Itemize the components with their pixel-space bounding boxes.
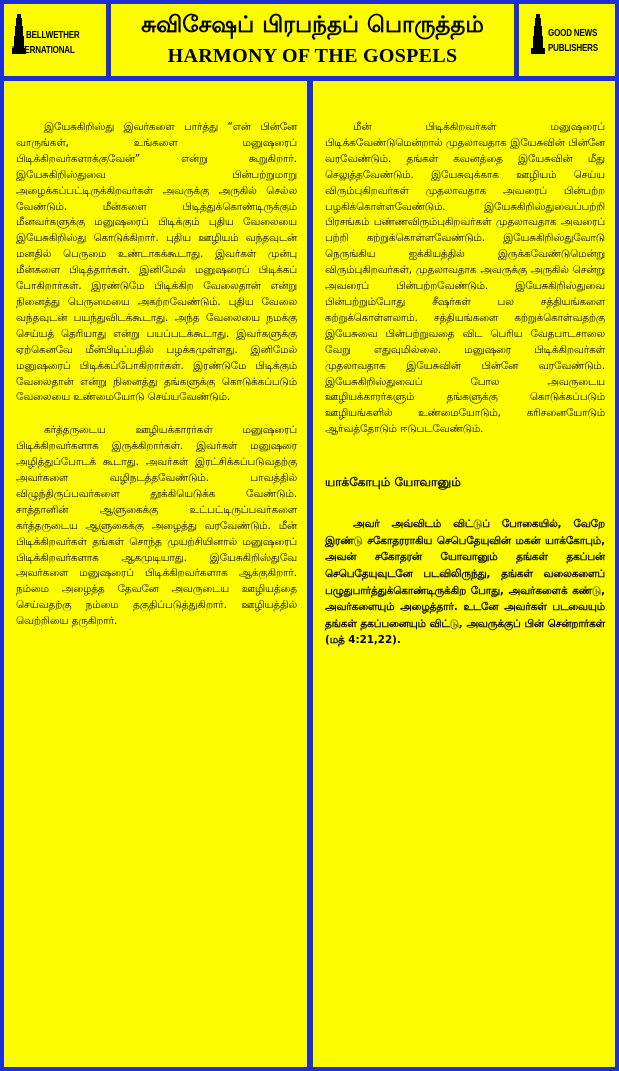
header-title: [111, 4, 514, 76]
logo-line-2: PUBLISHERS: [548, 43, 598, 54]
title-tamil: சுவிசேஷப் பிரபந்தப் பொருத்தம்: [141, 12, 484, 38]
left-column: [4, 81, 307, 1067]
good-news-logo: [519, 4, 615, 76]
body-paragraph: கர்த்தருடைய ஊழியக்காரர்கள் மனுஷரைப் பிடிக்கிறவர்களாக இருக்கிறார்கள். இவர்கள் மனுஷரை அழித்துப்போடக் கூடாது. அவர்கள் இரட்சிக்கப்படுவதற்கு அவர்களை வழிநடத்தவேண்டும். பாவத்தில் விழுந்திருப்பவர்களை தூக்கியெடுக்க வேண்டும். சாத்தானின் ஆளுகைக்கு உட்பட்டிருப்பவர்களை கர்த்தருடைய ஆளுகைக்கு அழைத்து வரவேண்டும். மீன் பிடிக்கிறவர்கள் தங்கள் சொந்த முயற்சியினால் மனுஷரைப் பிடிக்கிறவர்களாக ஆகமுடியாது. இயேசுகிறிஸ்துவே அவர்களை மனுஷரைப் பிடிக்கிறவர்களாக ஆக்குகிறார். நம்மை அழைத்த தேவனே அவருடைய ஊழியத்தை செய்வதற்கு நம்மை தகுதிப்படுத்துகிறார். ஊழியத்தில் வெற்றியை தருகிறார்.: [16, 424, 297, 628]
body-paragraph: இயேசுகிறிஸ்து இவர்களை பார்த்து “என் பின்னே வாருங்கள், உங்களை மனுஷரைப் பிடிக்கிறவர்களாக்குவேன்” என்று கூறுகிறார். இயேசுகிறிஸ்துவை பின்பற்றுமாறு அழைக்கப்பட்டிருக்கிறவர்கள் அவருக்கு அருகில் செல்ல வேண்டும். மீன்களை பிடித்துக்கொண்டிருக்கும் மீனவர்களுக்கு மனுஷரைப் பிடிக்கும் புதிய வேலையை இயேசுகிறிஸ்து கொடுக்கிறார். புதிய ஊழியம் வந்தவுடன் மனதில் பெருமை உண்டாகக்கூடாது. இவர்கள் முன்பு மீன்களை பிடித்தார்கள். இனிமேல் மனுஷரைப் பிடிக்கப் போகிறார்கள். இரண்டுமே பிடிக்கிற வேலைதான் என்று நினைத்து பெருமையை அகற்றவேண்டும். புதிய வேலை வந்தவுடன் பயந்துவிடக்கூடாது. அந்த வேலையை நமக்கு செய்யத் தெரியாது என்று பயப்படக்கூடாது. இவர்களுக்கு ஏற்கெனவே மீன்பிடிப்பதில் பழக்கமுள்ளது. இனிமேல் மனுஷரைப் பிடிக்கப்போகிறார்கள். இரண்டுமே பிடிக்கும் வேலைதான் என்று நினைத்து தங்களுக்கு கொடுக்கப்படும் வேலையை உண்மையோடு செய்யவேண்டும்.: [16, 121, 297, 404]
scripture-quote: அவர் அவ்விடம் விட்டுப் போகையில், வேறே இரண்டு சகோதரராகிய செபெதேயுவின் மகன் யாக்கோபும், அவன் சகோதரன் யோவானும் தங்கள் தகப்பன் செபெதேயுவுடனே படவிலிருந்து, தங்கள் வலைகளைப் பழுதுபார்த்துக்கொண்டிருக்கிற போது, அவர்களைக் கண்டு, அவர்களையும் அழைத்தார். உடனே அவர்கள் படவையும் தங்கள் தகப்பனையும் விட்டு, அவருக்குப் பின் சென்றார்கள் (மத் 4:21,22).: [325, 518, 605, 647]
body-paragraph: மீன் பிடிக்கிறவர்கள் மனுஷரைப் பிடிக்கவேண்டுமென்றால் முதலாவதாக இயேசுவின் பின்னே வரவேண்டும். தங்கள் கவனத்தை இயேசுவின் மீது செலுத்தவேண்டும். இயேசுவுக்காக ஊழியம் செய்ய விரும்புகிறவர்கள் முதலாவதாக அவரைப் பின்பற்ற பழகிக்கொள்ளவேண்டும். இயேசுகிறிஸ்துவைப்பற்றி பிரசங்கம் பண்ணவிரும்புகிறவர்கள் முதலாவதாக அவரைப் பற்றி கற்றுக்கொள்ளவேண்டும். இயேசுகிறிஸ்துவோடு நெருங்கிய ஐக்கியத்தில் இருக்கவேண்டுமென்று விரும்புகிறவர்கள், முதலாவதாக அவருக்கு அருகில் சென்று அவரைப் பின்பற்றவேண்டும். இயேசுகிறிஸ்துவை பின்பற்றும்போது சீஷர்கள் பல சத்தியங்களை கற்றுக்கொள்ளலாம். சத்தியங்களை கற்றுக்கொள்வதற்கு இயேசுவை பின்பற்றுவதை விட பெரிய வேதபாடசாலை வேறு எதுவுமில்லை. மனுஷரை பிடிக்கிறவர்கள் முதலாவதாக இயேசுவின் பின்னே வரவேண்டும். இயேசுகிறிஸ்துவைப் போல அவருடைய ஊழியக்காரர்களும் தங்களுக்கு கொடுக்கப்படும் ஊழியங்களில் உண்மையோடும், கரிசனையோடும் ஆர்வத்தோடும் ஈடுபடவேண்டும்.: [325, 121, 605, 436]
tower-icon: [531, 14, 545, 54]
title-english: HARMONY OF THE GOSPELS: [167, 45, 458, 67]
logo-line-1: BELLWETHER: [26, 30, 80, 41]
logo-line-1: GOOD NEWS: [548, 28, 598, 39]
section-heading: யாக்கோபும் யோவானும்: [325, 475, 461, 490]
right-column: [313, 81, 615, 1067]
logo-line-2: INTERNATIONAL: [12, 45, 75, 56]
bellwether-logo: [4, 4, 106, 76]
